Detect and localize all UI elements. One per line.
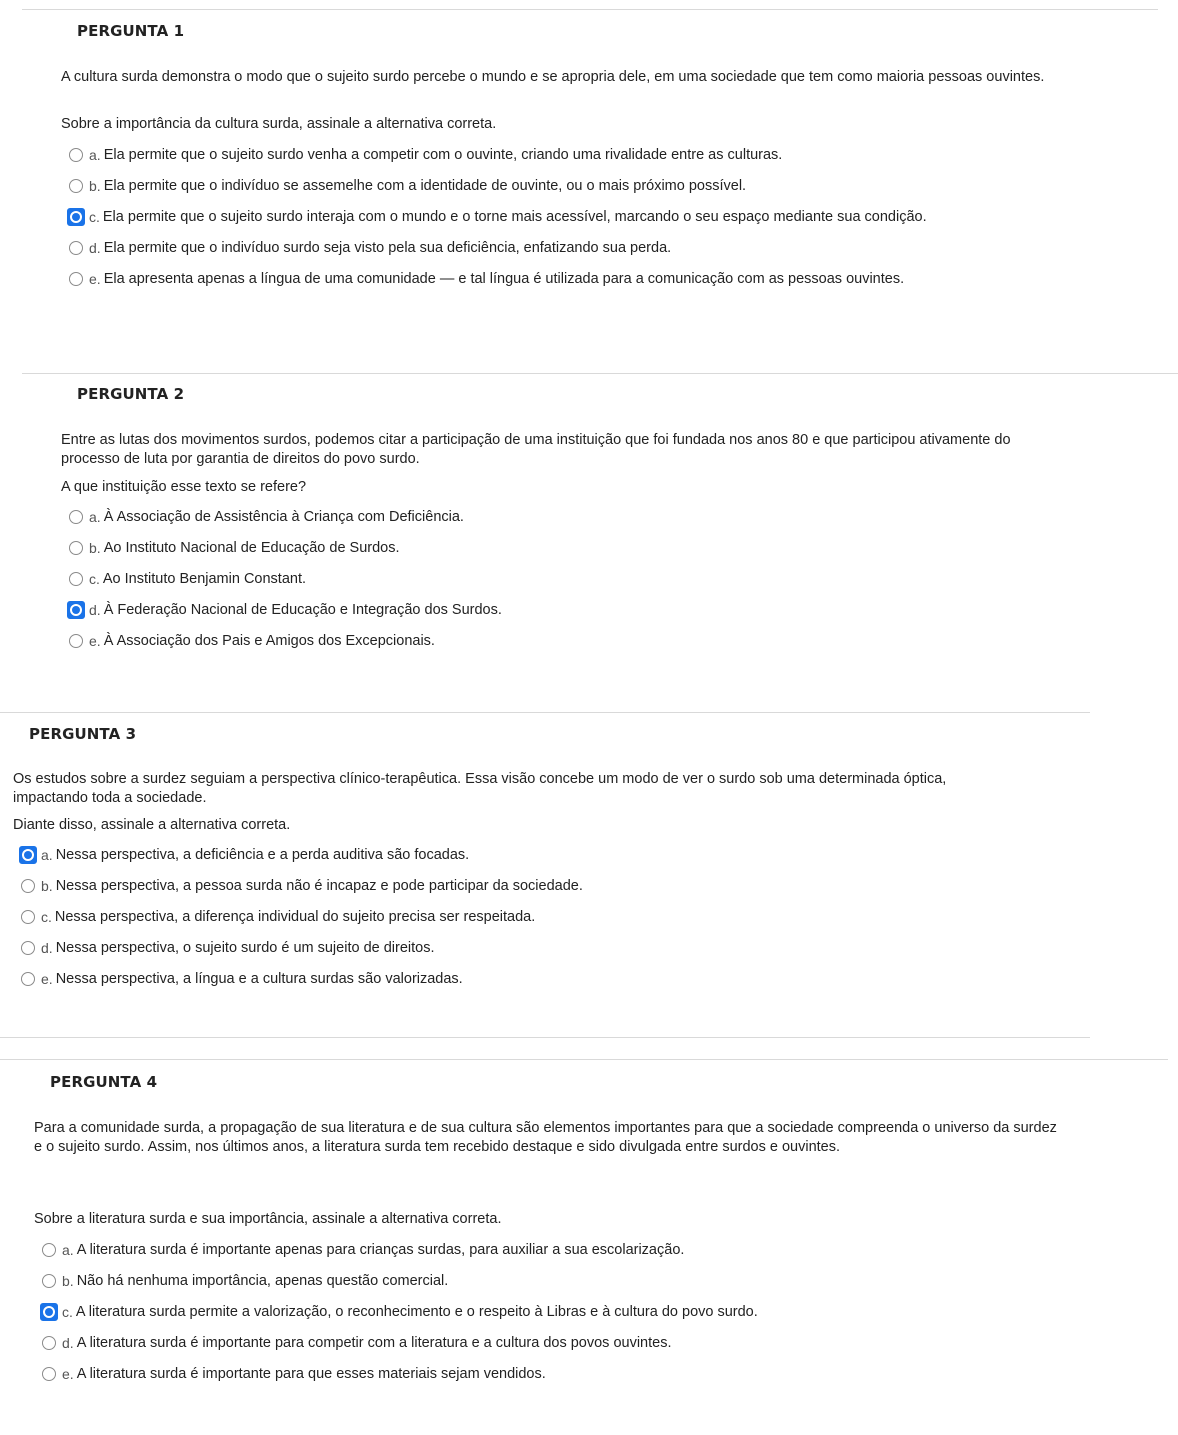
radio-button[interactable]: [21, 879, 35, 893]
question-text: Para a comunidade surda, a propagação de sua literatura e de sua cultura são elementos importantes para que a sociedade compreenda o universo da surdez e o sujeito surdo. Assim, nos últimos anos, a literatura surda tem recebido destaque e sido divulgada entre surdos e ouvintes.: [34, 1120, 1057, 1155]
radio-button[interactable]: [69, 272, 83, 286]
answer-letter: d.: [41, 939, 53, 956]
answer-list: [69, 501, 502, 656]
answer-letter: d.: [62, 1334, 74, 1351]
radio-button[interactable]: [21, 972, 35, 986]
answer-option-d[interactable]: [21, 932, 583, 963]
radio-button[interactable]: [21, 941, 35, 955]
answer-text: A literatura surda é importante para competir com a literatura e a cultura dos povos ouvintes.: [76, 1334, 672, 1351]
answer-option-d[interactable]: [42, 1327, 758, 1358]
divider: [0, 1037, 1090, 1038]
answer-letter: a.: [89, 508, 101, 525]
answer-option-b[interactable]: [69, 532, 502, 563]
answer-text: A literatura surda permite a valorização, o reconhecimento e o respeito à Libras e à cultura do povo surdo.: [75, 1303, 758, 1320]
question-text: A cultura surda demonstra o modo que o sujeito surdo percebe o mundo e se apropria dele, em uma sociedade que tem como maioria pessoas ouvintes.: [61, 69, 1045, 85]
radio-button[interactable]: [69, 148, 83, 162]
answer-letter: e.: [41, 970, 53, 987]
answer-letter: d.: [89, 601, 101, 618]
answer-text: A literatura surda é importante para que esses materiais sejam vendidos.: [76, 1365, 546, 1382]
radio-button[interactable]: [69, 241, 83, 255]
answer-text: Nessa perspectiva, a diferença individual do sujeito precisa ser respeitada.: [54, 908, 536, 925]
question-prompt: Sobre a importância da cultura surda, assinale a alternativa correta.: [61, 116, 497, 132]
answer-letter: a.: [41, 846, 53, 863]
radio-button-selected[interactable]: [67, 208, 85, 226]
question-title: PERGUNTA 3: [29, 725, 137, 743]
answer-option-b[interactable]: [21, 870, 583, 901]
divider: [0, 712, 1090, 713]
answer-letter: a.: [62, 1241, 74, 1258]
answer-letter: e.: [62, 1365, 74, 1382]
radio-button[interactable]: [69, 572, 83, 586]
radio-button[interactable]: [42, 1367, 56, 1381]
answer-letter: b.: [62, 1272, 74, 1289]
divider: [22, 373, 1178, 374]
answer-option-a[interactable]: [42, 1234, 758, 1265]
answer-text: À Federação Nacional de Educação e Integração dos Surdos.: [103, 601, 502, 618]
answer-letter: d.: [89, 239, 101, 256]
question-prompt: Diante disso, assinale a alternativa correta.: [13, 817, 291, 833]
question-title: PERGUNTA 2: [77, 385, 185, 403]
answer-text: Ao Instituto Nacional de Educação de Surdos.: [103, 539, 400, 556]
answer-option-a[interactable]: [69, 139, 927, 170]
question-prompt: A que instituição esse texto se refere?: [61, 479, 307, 495]
answer-text: À Associação de Assistência à Criança com Deficiência.: [103, 508, 464, 525]
radio-button[interactable]: [69, 510, 83, 524]
answer-text: Nessa perspectiva, a deficiência e a perda auditiva são focadas.: [55, 846, 470, 863]
question-title: PERGUNTA 4: [50, 1073, 158, 1091]
radio-button[interactable]: [42, 1243, 56, 1257]
answer-letter: e.: [89, 270, 101, 287]
answer-option-e[interactable]: [69, 625, 502, 656]
answer-text: A literatura surda é importante apenas para crianças surdas, para auxiliar a sua escolarização.: [76, 1241, 685, 1258]
answer-letter: a.: [89, 146, 101, 163]
radio-button[interactable]: [69, 541, 83, 555]
answer-letter: b.: [41, 877, 53, 894]
answer-letter: b.: [89, 177, 101, 194]
answer-list: [21, 839, 583, 994]
answer-option-d[interactable]: [69, 232, 927, 263]
answer-letter: b.: [89, 539, 101, 556]
answer-option-c[interactable]: [42, 1296, 758, 1327]
answer-option-a[interactable]: [21, 839, 583, 870]
answer-option-c[interactable]: [69, 201, 927, 232]
answer-list: [42, 1234, 758, 1389]
answer-text: Ela permite que o indivíduo surdo seja visto pela sua deficiência, enfatizando sua perda.: [103, 239, 672, 256]
answer-text: Ao Instituto Benjamin Constant.: [102, 570, 307, 587]
answer-letter: c.: [41, 908, 52, 925]
answer-option-e[interactable]: [42, 1358, 758, 1389]
question-prompt: Sobre a literatura surda e sua importância, assinale a alternativa correta.: [34, 1211, 502, 1227]
answer-option-e[interactable]: [21, 963, 583, 994]
radio-button-selected[interactable]: [67, 601, 85, 619]
divider: [0, 1059, 1168, 1060]
answer-letter: c.: [89, 208, 100, 225]
answer-text: Nessa perspectiva, a língua e a cultura surdas são valorizadas.: [55, 970, 463, 987]
question-title: PERGUNTA 1: [77, 22, 185, 40]
answer-list: [69, 139, 927, 294]
answer-option-b[interactable]: [42, 1265, 758, 1296]
radio-button[interactable]: [21, 910, 35, 924]
question-text: Os estudos sobre a surdez seguiam a perspectiva clínico-terapêutica. Essa visão concebe um modo de ver o surdo sob uma determinada óptica, impactando toda a sociedade.: [13, 771, 947, 806]
answer-letter: c.: [62, 1303, 73, 1320]
answer-text: Ela permite que o sujeito surdo interaja com o mundo e o torne mais acessível, marcando o seu espaço mediante sua condição.: [102, 208, 927, 225]
answer-text: Ela permite que o sujeito surdo venha a competir com o ouvinte, criando uma rivalidade entre as culturas.: [103, 146, 783, 163]
answer-option-b[interactable]: [69, 170, 927, 201]
answer-option-d[interactable]: [69, 594, 502, 625]
answer-option-a[interactable]: [69, 501, 502, 532]
radio-button-selected[interactable]: [19, 846, 37, 864]
divider: [22, 9, 1158, 10]
answer-text: Não há nenhuma importância, apenas questão comercial.: [76, 1272, 449, 1289]
answer-option-c[interactable]: [21, 901, 583, 932]
answer-option-c[interactable]: [69, 563, 502, 594]
answer-text: Ela apresenta apenas a língua de uma comunidade — e tal língua é utilizada para a comunicação com as pessoas ouvintes.: [103, 270, 905, 287]
answer-letter: c.: [89, 570, 100, 587]
answer-text: Ela permite que o indivíduo se assemelhe com a identidade de ouvinte, ou o mais próximo possível.: [103, 177, 747, 194]
radio-button[interactable]: [69, 179, 83, 193]
answer-letter: e.: [89, 632, 101, 649]
radio-button[interactable]: [42, 1274, 56, 1288]
radio-button[interactable]: [42, 1336, 56, 1350]
answer-text: Nessa perspectiva, o sujeito surdo é um sujeito de direitos.: [55, 939, 435, 956]
question-text: Entre as lutas dos movimentos surdos, podemos citar a participação de uma instituição que foi fundada nos anos 80 e que participou ativamente do processo de luta por garantia de direitos do povo surdo.: [61, 432, 1011, 467]
answer-option-e[interactable]: [69, 263, 927, 294]
radio-button-selected[interactable]: [40, 1303, 58, 1321]
radio-button[interactable]: [69, 634, 83, 648]
answer-text: Nessa perspectiva, a pessoa surda não é incapaz e pode participar da sociedade.: [55, 877, 583, 894]
answer-text: À Associação dos Pais e Amigos dos Excepcionais.: [103, 632, 435, 649]
